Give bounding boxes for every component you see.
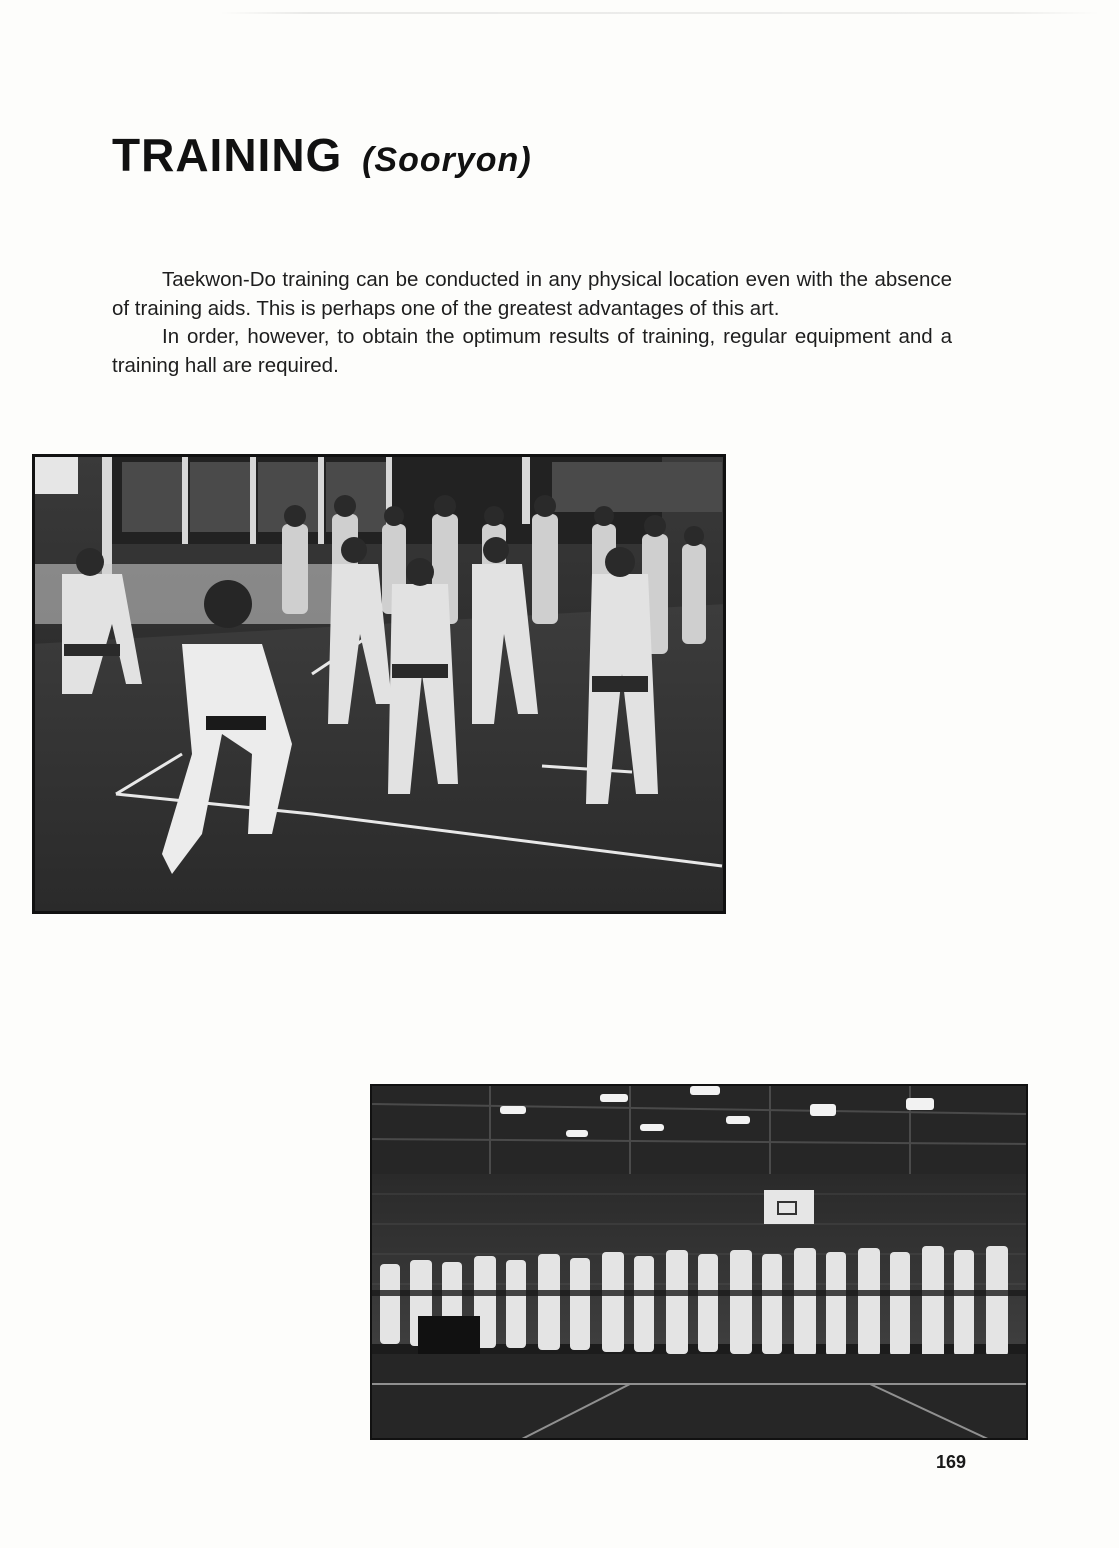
paragraph-2: In order, however, to obtain the optimum results of training, regular equipment and a training hall are required.: [112, 325, 952, 377]
page-number: 169: [936, 1452, 967, 1472]
body-text: [112, 266, 952, 380]
page-title: [112, 128, 532, 182]
scan-edge-rule: [220, 12, 1100, 14]
photo-training-class: [32, 454, 726, 914]
paragraph-1: Taekwon-Do training can be conducted in any physical location even with the absence of training aids. This is perhaps one of the greatest advantages of this art.: [112, 268, 952, 320]
title-main: TRAINING: [112, 129, 343, 181]
photo-training-hall: [370, 1084, 1028, 1440]
title-subtitle: (Sooryon): [362, 141, 532, 179]
